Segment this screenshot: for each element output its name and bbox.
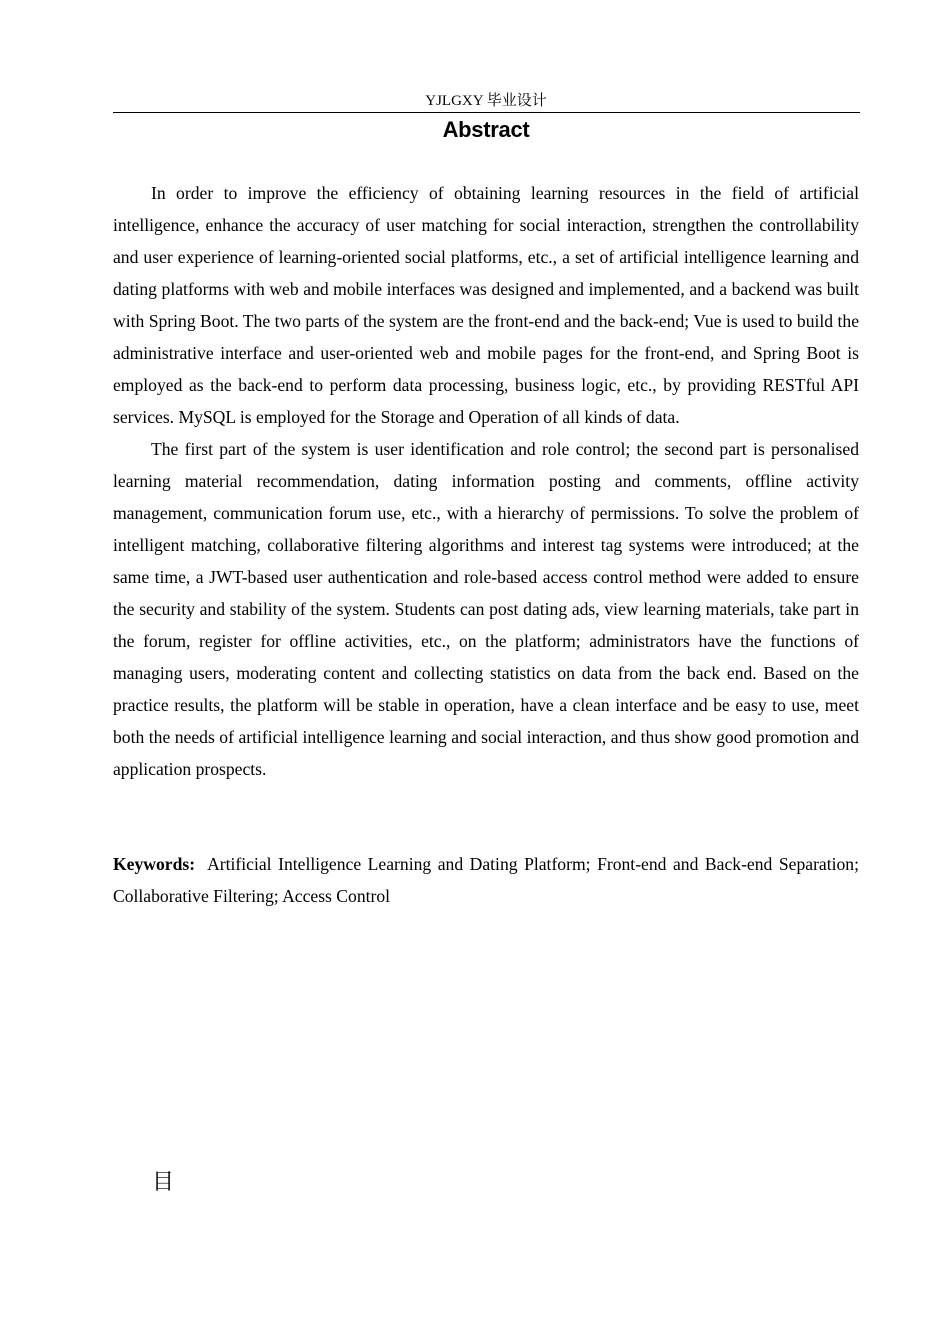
keywords-line [113, 848, 859, 912]
keywords-label: Keywords: [113, 854, 196, 874]
keywords-text: Artificial Intelligence Learning and Dating Platform; Front-end and Back-end Separation; Collaborative Filtering; Access Control [113, 854, 859, 906]
abstract-paragraph-1: In order to improve the efficiency of obtaining learning resources in the field of artificial intelligence, enhance the accuracy of user matching for social interaction, strengthen the controllability and user experience of learning-oriented social platforms, etc., a set of artificial intelligence learning and dating platforms with web and mobile interfaces was designed and implemented, and a backend was built with Spring Boot. The two parts of the system are the front-end and the back-end; Vue is used to build the administrative interface and user-oriented web and mobile pages for the front-end, and Spring Boot is employed as the back-end to perform data processing, business logic, etc., by providing RESTful API services. MySQL is employed for the Storage and Operation of all kinds of data. [113, 183, 859, 427]
abstract-title: Abstract [442, 117, 530, 142]
abstract-body [113, 177, 859, 785]
running-header: YJLGXY 毕业设计 [425, 93, 547, 109]
toc-heading-fragment: 目 [152, 1170, 175, 1195]
abstract-paragraph-2: The first part of the system is user identification and role control; the second part is personalised learning material recommendation, dating information posting and comments, offline activity management, communication forum use, etc., with a hierarchy of permissions. To solve the problem of intelligent matching, collaborative filtering algorithms and interest tag systems were introduced; at the same time, a JWT-based user authentication and role-based access control method were added to ensure the security and stability of the system. Students can post dating ads, view learning materials, take part in the forum, register for offline activities, etc., on the platform; administrators have the functions of managing users, moderating content and collecting statistics on data from the back end. Based on the practice results, the platform will be stable in operation, have a clean interface and be easy to use, meet both the needs of artificial intelligence learning and social interaction, and thus show good promotion and application prospects. [113, 439, 859, 779]
header-rule [113, 112, 860, 113]
